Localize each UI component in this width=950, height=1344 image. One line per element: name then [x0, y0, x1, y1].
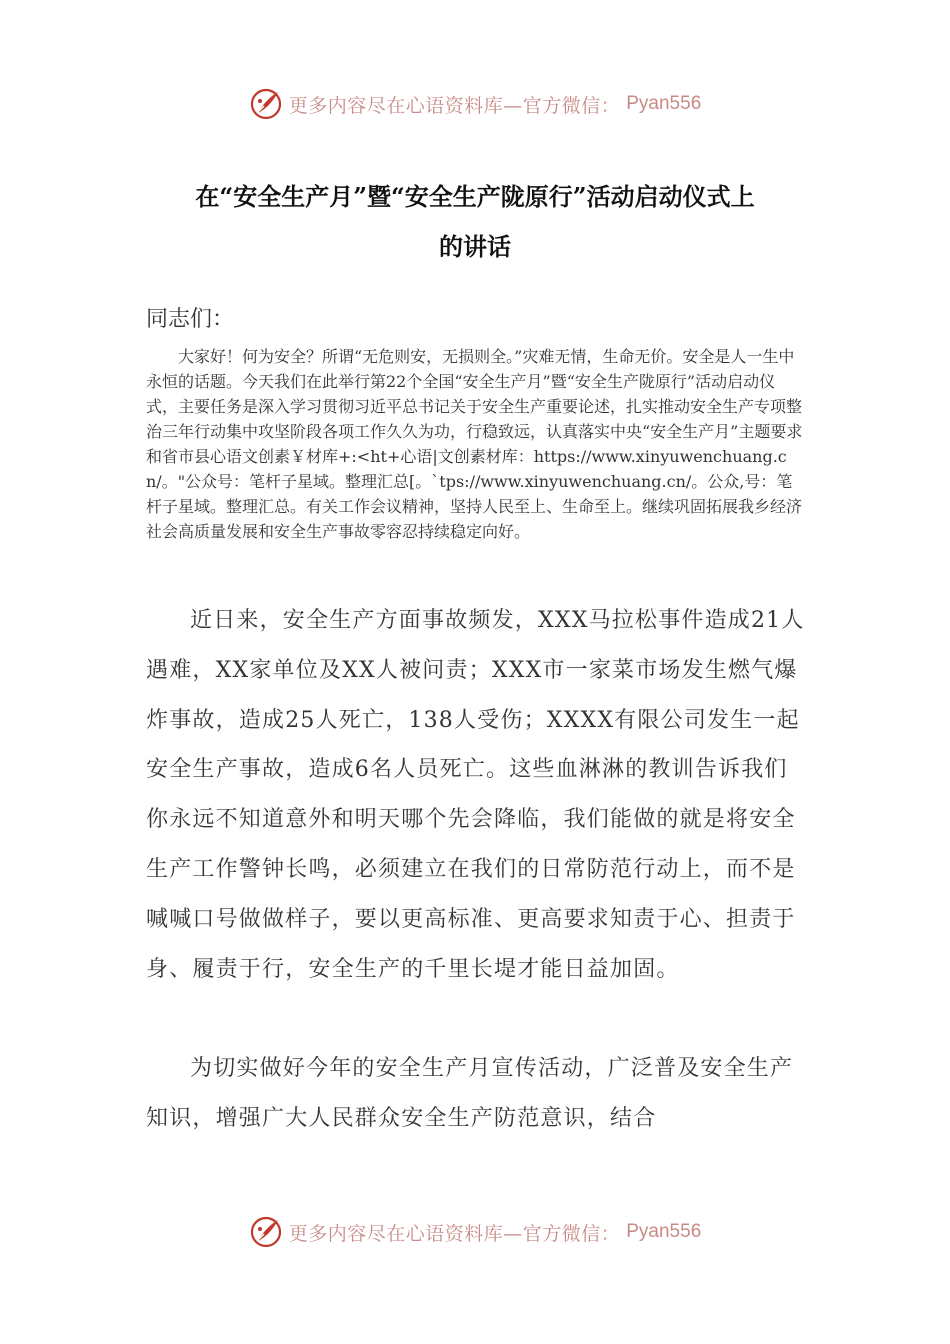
- greeting: 同志们：: [146, 307, 235, 332]
- title-line-2: 的讲话: [439, 232, 511, 261]
- paragraph-1: 大家好！何为安全？所谓“无危则安，无损则全。”灾难无情，生命无价。安全是人一生中永恒的话题。今天我们在此举行第22个全国“安全生产月”暨“安全生产陇原行”活动启动仪式，主要任务是深入学习贯彻习近平总书记关于安全生产重要论述，扎实推动安全生产专项整治三年行动集中攻坚阶段各项工作久久为功，行稳致远，认真落实中央“安全生产月”主题要求和省市县心语文创素￥材库+:<ht+心语|文创素材库：https://www.xinyuwenchuang.cn/。"公众号：笔杆子星域。整理汇总[。`tps://www.xinyuwenchuang.cn/。公众,号：笔杆子星域。整理汇总。有关工作会议精神，坚持人民至上、生命至上。继续巩固拓展我乡经济社会高质量发展和安全生产事故零容忍持续稳定向好。: [146, 347, 803, 541]
- footer-banner-text: 更多内容尽在心语资料库—官方微信：: [288, 1222, 621, 1245]
- header-banner-content: [249, 87, 702, 121]
- header-watermark-banner: [0, 84, 950, 124]
- title-line-1: 在“安全生产月”暨“安全生产陇原行”活动启动仪式上: [195, 182, 755, 211]
- quill-logo-icon: [249, 87, 283, 121]
- header-banner-text: 更多内容尽在心语资料库—官方微信：: [288, 94, 621, 117]
- footer-banner-wechat: Pyan556: [626, 1221, 702, 1242]
- footer-watermark-banner: [0, 1212, 950, 1252]
- footer-banner-content: [249, 1215, 702, 1249]
- paragraph-2: 近日来，安全生产方面事故频发，XXX马拉松事件造成21人遇难，XX家单位及XX人被问责；XXX市一家菜市场发生燃气爆炸事故，造成25人死亡，138人受伤；XXXX有限公司发生一起安全生产事故，造成6名人员死亡。这些血淋淋的教训告诉我们你永远不知道意外和明天哪个先会降临，我们能做的就是将安全生产工作警钟长鸣，必须建立在我们的日常防范行动上，而不是喊喊口号做做样子，要以更高标准、更高要求知责于心、担责于身、履责于行，安全生产的千里长堤才能日益加固。: [146, 608, 805, 982]
- document-title: [140, 172, 810, 272]
- header-banner-wechat: Pyan556: [626, 93, 702, 114]
- quill-logo-icon: [249, 1215, 283, 1249]
- paragraph-3: 为切实做好今年的安全生产月宣传活动，广泛普及安全生产知识，增强广大人民群众安全生产防范意识，结合: [146, 1056, 794, 1131]
